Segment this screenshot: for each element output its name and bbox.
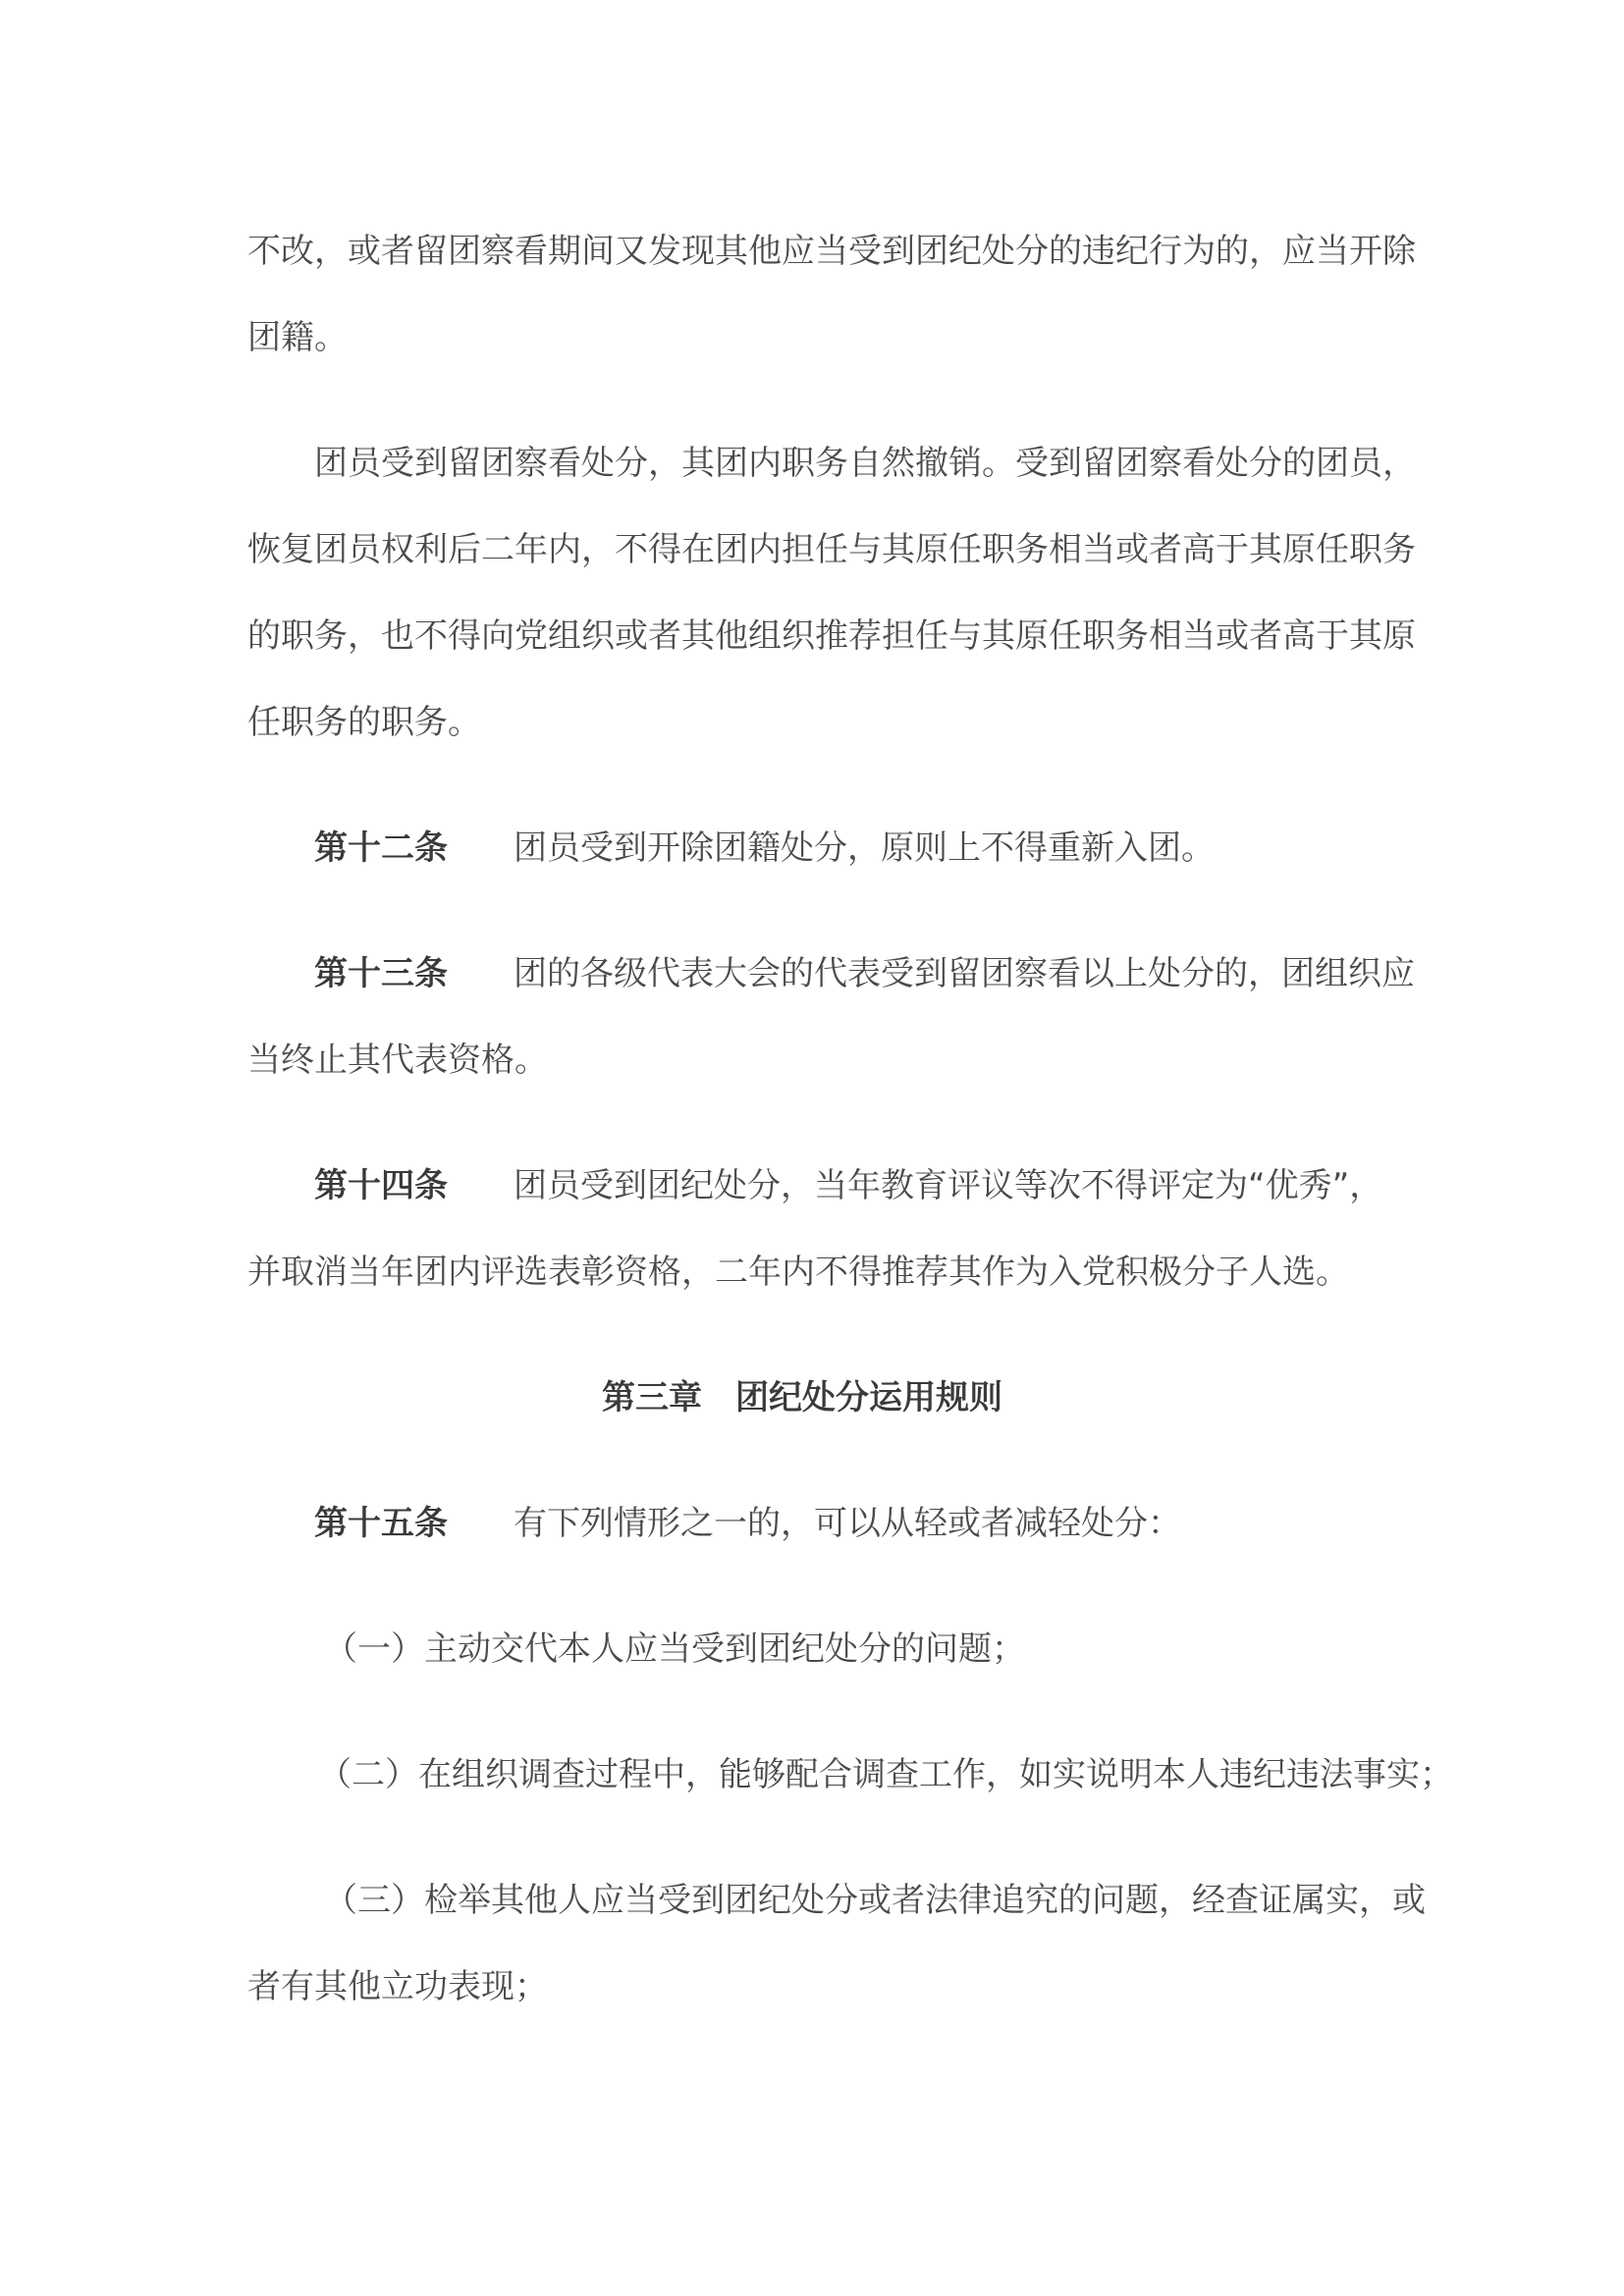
article-label: 第十五条	[314, 1504, 448, 1543]
article-13	[247, 931, 1415, 1103]
article-label: 第十四条	[314, 1166, 448, 1205]
text-line: 并取消当年团内评选表彰资格，二年内不得推荐其作为入党积极分子人选。	[247, 1253, 1349, 1292]
text-line: （三）检举其他人应当受到团纪处分或者法律追究的问题，经查证属实，或	[324, 1881, 1426, 1920]
article-text: 有下列情形之一的，可以从轻或者减轻处分：	[514, 1504, 1181, 1543]
text-line: 团员受到留团察看处分，其团内职务自然撤销。受到留团察看处分的团员，	[314, 444, 1416, 483]
chapter-title: 团纪处分运用规则	[735, 1378, 1002, 1417]
article-12	[247, 805, 1386, 891]
article-label: 第十三条	[314, 954, 448, 993]
article-label: 第十二条	[314, 828, 448, 868]
list-item: （一）主动交代本人应当受到团纪处分的问题；	[324, 1629, 1025, 1669]
text-line: 团籍。	[247, 318, 348, 357]
text-line: 不改，或者留团察看期间又发现其他应当受到团纪处分的违纪行为的，应当开除	[247, 232, 1416, 271]
article-15	[247, 1480, 1386, 1567]
chapter-heading	[247, 1355, 1386, 1441]
article-text: 团员受到开除团籍处分，原则上不得重新入团。	[514, 828, 1215, 868]
list-item: （二）在组织调查过程中，能够配合调查工作，如实说明本人违纪违法事实；	[318, 1755, 1453, 1794]
text-line: 任职务的职务。	[247, 703, 481, 742]
text-line: 当终止其代表资格。	[247, 1041, 548, 1080]
article-14	[247, 1143, 1386, 1315]
list-item	[247, 1857, 1426, 2030]
article-text: 团员受到团纪处分，当年教育评议等次不得评定为“优秀”，	[514, 1166, 1383, 1205]
article-text: 团的各级代表大会的代表受到留团察看以上处分的，团组织应	[514, 954, 1415, 993]
document-body	[247, 208, 1453, 2030]
text-line: 的职务，也不得向党组织或者其他组织推荐担任与其原任职务相当或者高于其原	[247, 616, 1416, 656]
text-line: 恢复团员权利后二年内，不得在团内担任与其原任职务相当或者高于其原任职务	[247, 530, 1416, 569]
paragraph-dismissal-effects	[247, 420, 1416, 766]
chapter-number: 第三章	[602, 1378, 702, 1417]
text-line: 者有其他立功表现；	[247, 1967, 548, 2006]
paragraph-continuation	[247, 208, 1416, 381]
